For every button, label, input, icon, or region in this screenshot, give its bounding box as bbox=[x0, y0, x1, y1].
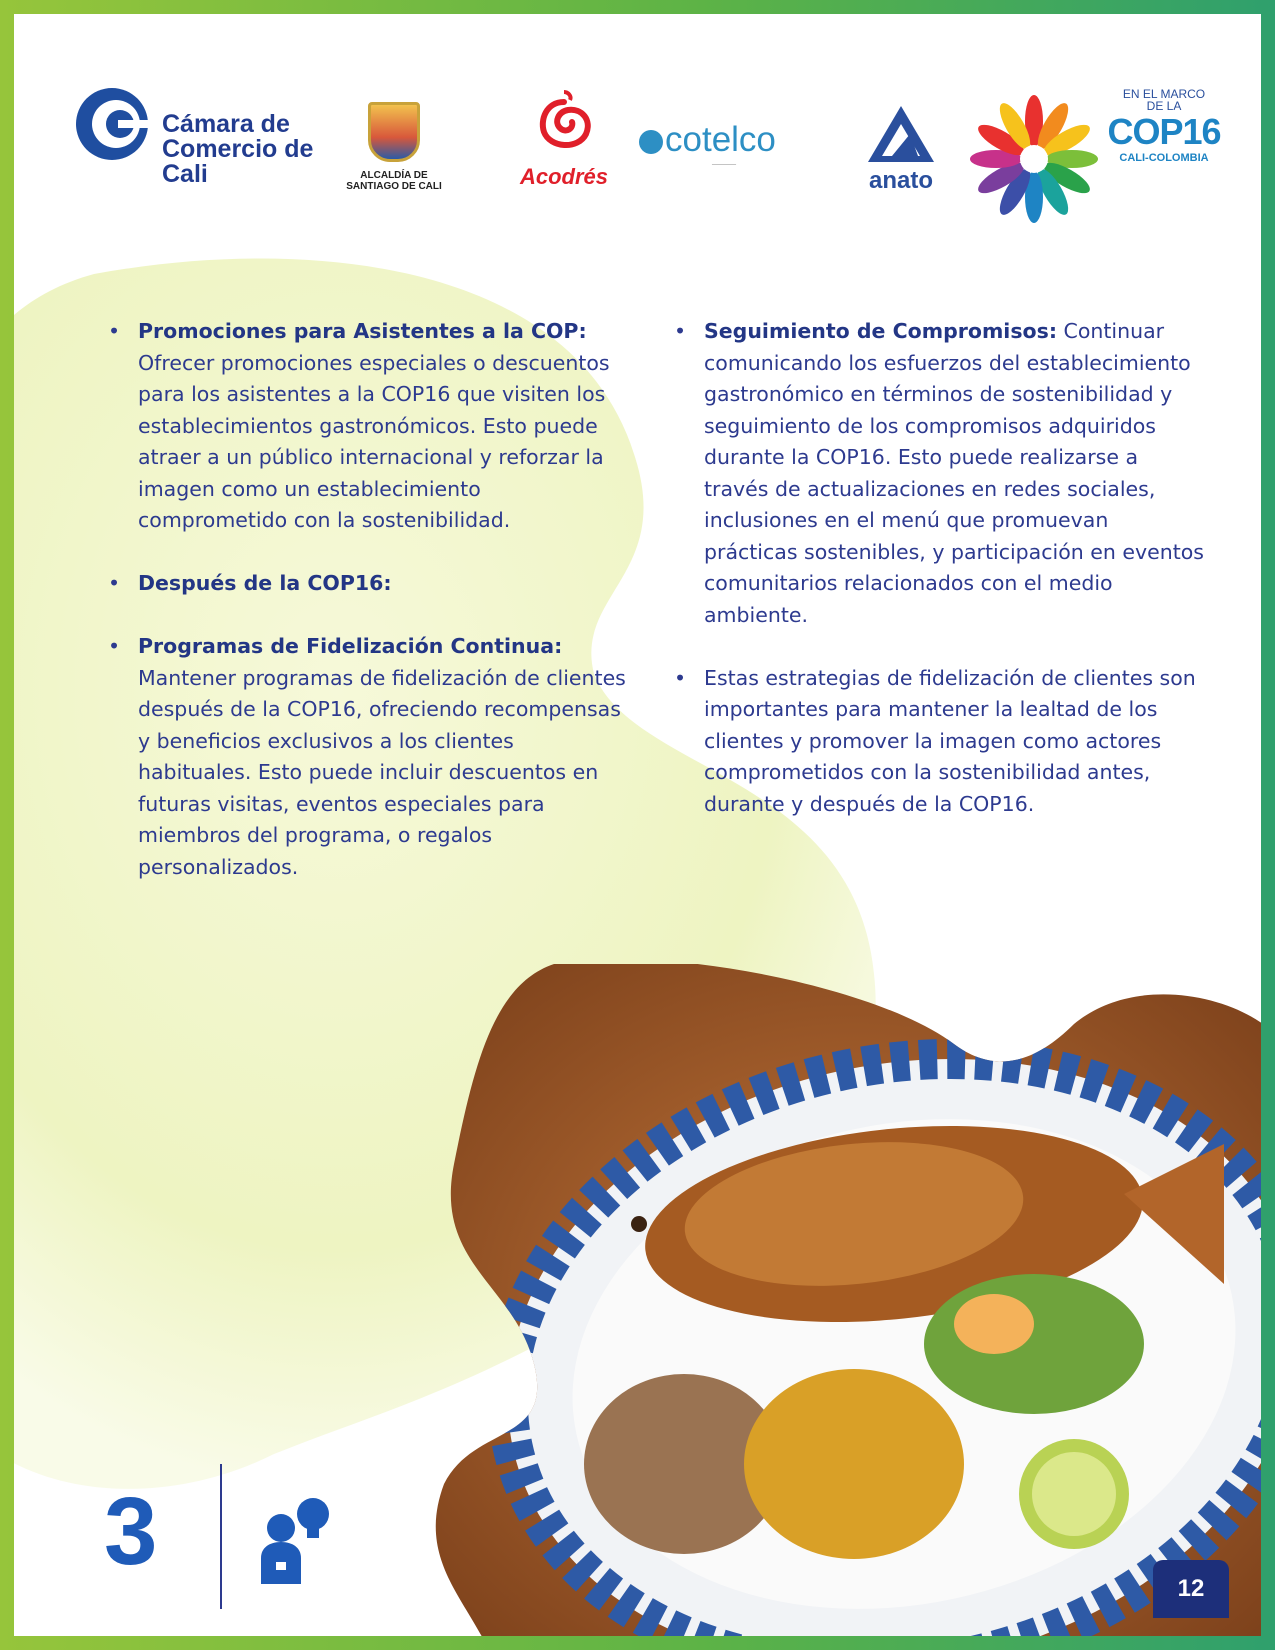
acodres-spiral-icon bbox=[534, 88, 594, 158]
section-number: 3 bbox=[104, 1478, 158, 1585]
cotelco-dot-icon bbox=[639, 130, 663, 154]
item-title: Promociones para Asistentes a la COP: bbox=[138, 319, 587, 343]
cop16-name: COP16 bbox=[1107, 111, 1221, 152]
person-idea-icon bbox=[257, 1494, 337, 1584]
item-text: Continuar comunicando los esfuerzos del establecimiento gastronómico en términos de sostenibilidad y seguimiento de los compromisos adquiridos durante la COP16. Esto puede realizarse a través de actualizaciones en redes sociales, inclusiones en el menú que promuevan prácticas sostenibles, y participación en eventos comunitarios relacionados con el medio ambiente. bbox=[704, 319, 1204, 627]
left-column bbox=[98, 316, 628, 915]
alcaldia-name: ALCALDÍA DE SANTIAGO DE CALI bbox=[346, 170, 442, 192]
bullet: • bbox=[674, 319, 687, 343]
item-text: Ofrecer promociones especiales o descuentos para los asistentes a la COP16 que visiten los establecimientos gastronómicos. Esto puede atraer a un público internacional y reforzar la imagen como un establecimiento comprometido con la sostenibilidad. bbox=[138, 350, 610, 532]
bullet: • bbox=[108, 319, 121, 343]
cotelco-subline-icon: ──────── bbox=[711, 162, 737, 168]
page-content bbox=[14, 14, 1261, 1636]
acodres-name: Acodrés bbox=[519, 164, 609, 189]
anato-name: anato bbox=[868, 167, 933, 194]
camara-comercio-logo-icon bbox=[72, 84, 152, 164]
item-text: Estas estrategias de fidelización de clientes son importantes para mantener la lealtad de los clientes y promover la imagen como actores comprometidos con la sostenibilidad antes, durante y después de la COP16. bbox=[704, 665, 1196, 816]
item-title: Programas de Fidelización Continua: bbox=[138, 634, 563, 658]
bullet: • bbox=[108, 571, 121, 595]
alcaldia-logo bbox=[344, 102, 444, 192]
bullet: • bbox=[674, 665, 687, 690]
item-title: Seguimiento de Compromisos: bbox=[704, 319, 1058, 343]
food-photo bbox=[434, 964, 1261, 1636]
list-item bbox=[664, 663, 1204, 821]
partner-logos bbox=[14, 14, 1261, 244]
cop16-logo-text bbox=[1099, 88, 1229, 164]
alcaldia-shield-icon bbox=[368, 102, 420, 162]
cop16-city: CALI-COLOMBIA bbox=[1119, 152, 1209, 164]
list-item bbox=[98, 568, 628, 600]
list-item bbox=[98, 316, 628, 537]
item-text: Mantener programas de fidelización de clientes después de la COP16, ofreciendo recompensas y beneficios exclusivos a los clientes habituales. Esto puede incluir descuentos en futuras visitas, eventos especiales para miembros del programa, o regalos personalizados. bbox=[138, 665, 626, 879]
acodres-logo bbox=[504, 88, 624, 190]
footer-divider bbox=[220, 1464, 222, 1609]
right-column bbox=[664, 316, 1204, 852]
cop16-flower-icon bbox=[969, 94, 1099, 224]
list-item bbox=[664, 316, 1204, 631]
bullet: • bbox=[108, 634, 121, 658]
page-number-badge: 12 bbox=[1153, 1560, 1229, 1618]
camara-comercio-name: Cámara de Comercio de Cali bbox=[162, 110, 314, 188]
list-item bbox=[98, 631, 628, 883]
cotelco-logo bbox=[639, 122, 809, 168]
anato-triangle-icon bbox=[866, 104, 936, 166]
item-title: Después de la COP16: bbox=[138, 571, 392, 595]
anato-logo bbox=[846, 104, 956, 192]
cotelco-name: cotelco bbox=[665, 120, 776, 159]
cop16-intro: EN EL MARCO DE LA bbox=[1122, 87, 1206, 113]
